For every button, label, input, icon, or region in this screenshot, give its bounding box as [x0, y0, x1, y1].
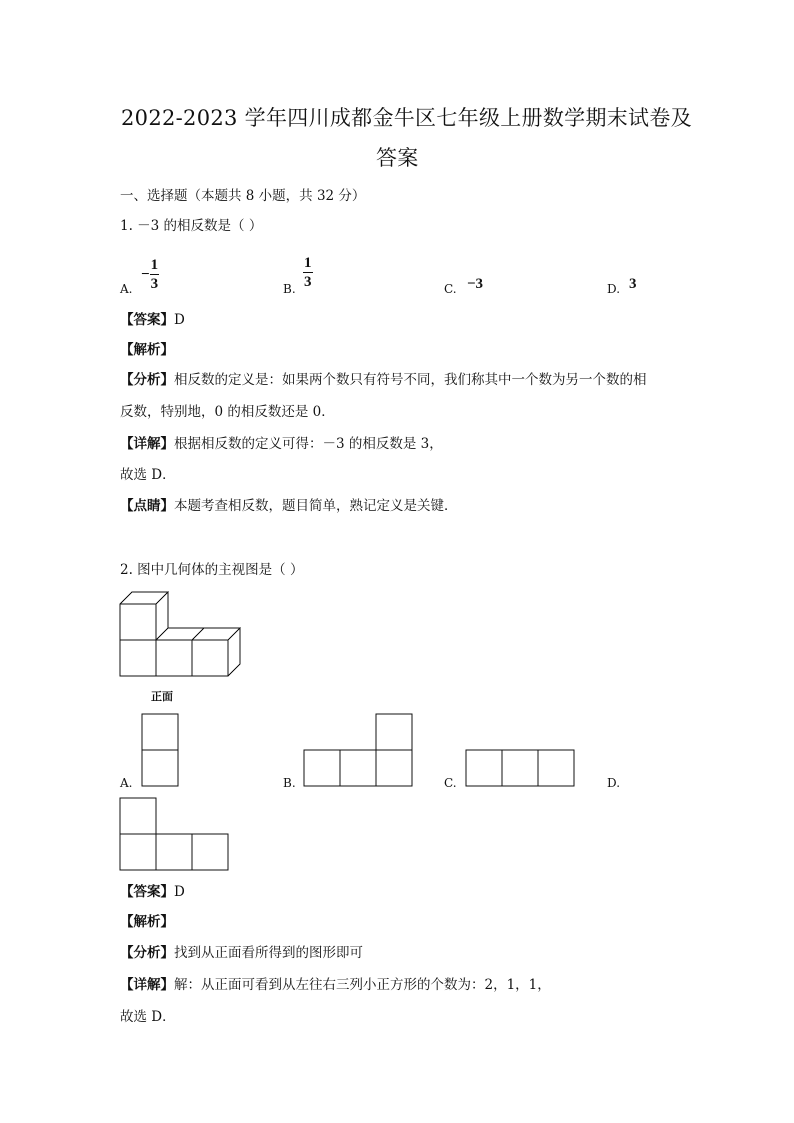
section-heading: 一、选择题（本题共 8 小题，共 32 分）: [120, 188, 366, 204]
q2-answer: [120, 886, 185, 900]
q2-front-label: 正面: [151, 690, 173, 703]
q2-solid-front-cube-1: [120, 640, 156, 676]
q2-answer-tag: 【答案】: [120, 884, 174, 900]
q1-option-a-value: [141, 258, 159, 292]
q1-option-a-letter: A.: [120, 282, 133, 296]
q2-stem: 2. 图中几何体的主视图是（ ）: [120, 562, 304, 578]
q1-answer: [120, 314, 185, 328]
q1-option-b-numerator: 1: [304, 255, 312, 271]
q2-fenxi-tag: 【分析】: [120, 945, 174, 961]
q2-solid-figure: [118, 590, 246, 680]
q1-dianjing-tag: 【点睛】: [120, 498, 174, 514]
q1-stem: 1. －3 的相反数是（ ）: [120, 218, 263, 234]
q1-xiangjie-tag: 【详解】: [120, 436, 174, 452]
q1-fenxi-line-2: 反数，特别地，0 的相反数还是 0．: [120, 404, 335, 420]
q1-dianjing-text: 本题考查相反数，题目简单，熟记定义是关键．: [174, 498, 458, 514]
q2-solid-front-cube-top: [120, 604, 156, 640]
q2-option-b-letter: B.: [283, 776, 296, 790]
q1-option-a-fraction: [150, 258, 160, 292]
q1-option-a-denominator: 3: [150, 276, 159, 292]
q1-option-c-letter: C.: [444, 282, 457, 296]
q2-solid-top-divider: [192, 628, 204, 640]
q1-xiangjie-text: 根据相反数的定义可得：－3 的相反数是 3，: [174, 436, 443, 452]
q2-xiangjie-text: 解：从正面可看到从左往右三列小正方形的个数为：2，1，1，: [174, 977, 551, 993]
q1-option-a-numerator: 1: [150, 257, 159, 273]
q1-answer-tag: 【答案】: [120, 312, 174, 328]
q1-fenxi-line-1: 相反数的定义是：如果两个数只有符号不同，我们称其中一个数为另一个数的相: [174, 372, 647, 388]
q1-option-d-value: 3: [629, 276, 637, 292]
q2-option-c-letter: C.: [444, 776, 457, 790]
q2-answer-value: D: [174, 884, 185, 900]
q1-option-a-sign: −: [141, 266, 150, 283]
q2-analysis-tag: 【解析】: [120, 914, 174, 930]
q2-fenxi-text: 找到从正面看所得到的图形即可: [174, 945, 363, 961]
page-title-line-2: 答案: [376, 146, 419, 170]
q2-conclusion: 故选 D．: [120, 1009, 176, 1025]
q2-option-d-letter: D.: [607, 776, 621, 790]
q2-xiangjie-tag: 【详解】: [120, 977, 174, 993]
q2-solid-side-face-low: [228, 628, 240, 676]
page-title-line-1: 2022-2023 学年四川成都金牛区七年级上册数学期末试卷及: [121, 106, 692, 130]
q1-option-b-value: [303, 256, 313, 290]
q2-option-d-figure: [118, 796, 232, 872]
q1-fenxi: [120, 374, 647, 388]
q1-xiangjie: [120, 438, 443, 452]
q2-solid-top-face-tall: [120, 592, 168, 604]
q2-xiangjie: [120, 979, 551, 993]
q1-option-b-letter: B.: [283, 282, 296, 296]
q1-option-d-letter: D.: [607, 282, 621, 296]
q1-option-b-fraction: [303, 256, 313, 290]
q1-dianjing: [120, 500, 458, 514]
q1-fenxi-tag: 【分析】: [120, 372, 174, 388]
q2-solid-front-cube-3: [192, 640, 228, 676]
q1-option-c-value: −3: [467, 276, 484, 292]
q2-solid-front-cube-2: [156, 640, 192, 676]
q2-option-b-figure: [302, 712, 416, 788]
q1-answer-value: D: [174, 312, 185, 328]
q1-analysis-tag: 【解析】: [120, 342, 174, 358]
q2-option-c-figure: [464, 748, 578, 788]
q1-conclusion: 故选 D．: [120, 467, 176, 483]
q2-option-a-letter: A.: [120, 776, 133, 790]
q1-option-b-denominator: 3: [304, 274, 312, 290]
q2-solid-side-face-tall: [156, 592, 168, 640]
q2-fenxi: [120, 947, 363, 961]
q2-option-a-figure: [140, 712, 180, 788]
